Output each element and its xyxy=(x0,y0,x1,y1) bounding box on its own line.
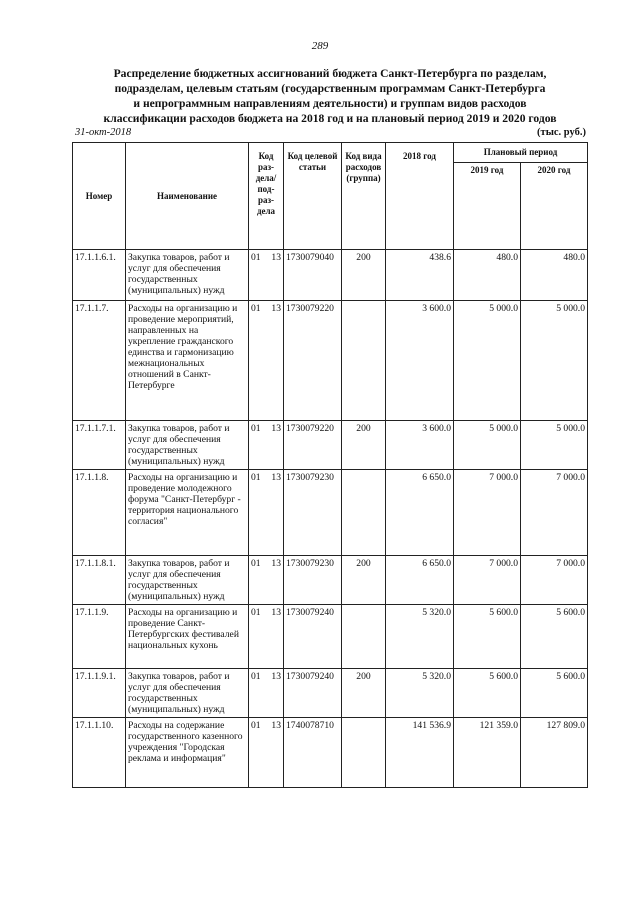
row-target-code: 1730079240 xyxy=(284,605,342,669)
table-row xyxy=(73,250,588,301)
row-section-code xyxy=(249,556,284,605)
row-value-2018: 141 536.9 xyxy=(386,718,454,788)
title-line: Распределение бюджетных ассигнований бюджета Санкт-Петербурга по разделам, xyxy=(113,67,547,80)
row-section-part: 01 xyxy=(251,303,261,314)
row-kind-code: 200 xyxy=(342,250,386,301)
row-number: 17.1.1.8.1. xyxy=(73,556,126,605)
table-row xyxy=(73,605,588,669)
header-plan-period: Плановый период xyxy=(454,143,588,163)
table-row xyxy=(73,669,588,718)
row-section-part: 01 xyxy=(251,423,261,434)
row-kind-code: 200 xyxy=(342,669,386,718)
row-name: Закупка товаров, работ и услуг для обеспечения государственных (муниципальных) нужд xyxy=(126,250,249,301)
document-title xyxy=(70,66,590,126)
row-name: Закупка товаров, работ и услуг для обеспечения государственных (муниципальных) нужд xyxy=(126,421,249,470)
row-kind-code xyxy=(342,718,386,788)
header-2020: 2020 год xyxy=(521,163,588,250)
header-kind-code: Код вида расходов (группа) xyxy=(342,143,386,250)
title-line: классификации расходов бюджета на 2018 год и на плановый период 2019 и 2020 годов xyxy=(103,112,557,125)
row-name: Расходы на организацию и проведение молодежного форума "Санкт-Петербург - территория национального согласия" xyxy=(126,470,249,556)
row-name: Расходы на содержание государственного казенного учреждения "Городская реклама и информация" xyxy=(126,718,249,788)
title-line: подразделам, целевым статьям (государственным программам Санкт-Петербурга xyxy=(114,82,546,95)
row-section-part: 01 xyxy=(251,720,261,731)
table-row xyxy=(73,470,588,556)
row-value-2020: 5 000.0 xyxy=(521,421,588,470)
row-name: Закупка товаров, работ и услуг для обеспечения государственных (муниципальных) нужд xyxy=(126,669,249,718)
row-section-part: 01 xyxy=(251,472,261,483)
row-number: 17.1.1.8. xyxy=(73,470,126,556)
row-subsection-code: 13 xyxy=(271,303,281,314)
row-target-code: 1730079230 xyxy=(284,556,342,605)
row-target-code: 1730079040 xyxy=(284,250,342,301)
header-2018: 2018 год xyxy=(386,143,454,250)
row-section-part: 01 xyxy=(251,607,261,618)
row-section-code xyxy=(249,669,284,718)
row-value-2019: 121 359.0 xyxy=(454,718,521,788)
row-kind-code xyxy=(342,301,386,421)
row-subsection-code: 13 xyxy=(271,558,281,569)
row-value-2019: 7 000.0 xyxy=(454,470,521,556)
row-section-part: 01 xyxy=(251,671,261,682)
budget-table xyxy=(72,142,588,788)
row-number: 17.1.1.9.1. xyxy=(73,669,126,718)
row-number: 17.1.1.10. xyxy=(73,718,126,788)
row-section-code xyxy=(249,421,284,470)
header-section-code: Код раз-дела/ под-раз-дела xyxy=(249,143,284,250)
row-value-2020: 7 000.0 xyxy=(521,556,588,605)
header-number: Номер xyxy=(73,143,126,250)
row-number: 17.1.1.9. xyxy=(73,605,126,669)
row-value-2018: 6 650.0 xyxy=(386,556,454,605)
units-label: (тыс. руб.) xyxy=(537,127,586,138)
row-value-2020: 5 600.0 xyxy=(521,669,588,718)
row-number: 17.1.1.7. xyxy=(73,301,126,421)
table-row xyxy=(73,556,588,605)
row-section-code xyxy=(249,301,284,421)
row-value-2018: 438.6 xyxy=(386,250,454,301)
row-value-2018: 6 650.0 xyxy=(386,470,454,556)
header-name: Наименование xyxy=(126,143,249,250)
row-value-2019: 5 000.0 xyxy=(454,421,521,470)
page-number: 289 xyxy=(311,40,329,52)
row-subsection-code: 13 xyxy=(271,252,281,263)
row-value-2018: 3 600.0 xyxy=(386,301,454,421)
row-value-2020: 7 000.0 xyxy=(521,470,588,556)
row-target-code: 1730079220 xyxy=(284,301,342,421)
row-subsection-code: 13 xyxy=(271,472,281,483)
row-value-2018: 3 600.0 xyxy=(386,421,454,470)
row-name: Закупка товаров, работ и услуг для обеспечения государственных (муниципальных) нужд xyxy=(126,556,249,605)
row-subsection-code: 13 xyxy=(271,720,281,731)
row-kind-code: 200 xyxy=(342,556,386,605)
row-target-code: 1730079220 xyxy=(284,421,342,470)
row-target-code: 1730079240 xyxy=(284,669,342,718)
header-target-code: Код целевой статьи xyxy=(284,143,342,250)
row-section-code xyxy=(249,718,284,788)
header-2019: 2019 год xyxy=(454,163,521,250)
row-value-2018: 5 320.0 xyxy=(386,669,454,718)
row-subsection-code: 13 xyxy=(271,607,281,618)
row-value-2018: 5 320.0 xyxy=(386,605,454,669)
title-line: и непрограммным направлениям деятельности) и группам видов расходов xyxy=(133,97,527,110)
table-row xyxy=(73,718,588,788)
row-section-code xyxy=(249,470,284,556)
document-date: 31-окт-2018 xyxy=(75,127,132,138)
row-name: Расходы на организацию и проведение Санкт-Петербургских фестивалей национальных кухонь xyxy=(126,605,249,669)
row-section-part: 01 xyxy=(251,558,261,569)
row-name: Расходы на организацию и проведение мероприятий, направленных на укрепление гражданского единства и гармонизацию межнациональных отношений в Санкт-Петербурге xyxy=(126,301,249,421)
row-number: 17.1.1.7.1. xyxy=(73,421,126,470)
row-kind-code xyxy=(342,605,386,669)
row-section-code xyxy=(249,250,284,301)
row-section-part: 01 xyxy=(251,252,261,263)
row-subsection-code: 13 xyxy=(271,671,281,682)
row-value-2019: 480.0 xyxy=(454,250,521,301)
row-value-2019: 5 600.0 xyxy=(454,669,521,718)
row-value-2019: 7 000.0 xyxy=(454,556,521,605)
row-value-2020: 480.0 xyxy=(521,250,588,301)
table-row xyxy=(73,421,588,470)
row-value-2020: 5 600.0 xyxy=(521,605,588,669)
row-section-code xyxy=(249,605,284,669)
table-row xyxy=(73,301,588,421)
row-value-2020: 5 000.0 xyxy=(521,301,588,421)
row-value-2019: 5 000.0 xyxy=(454,301,521,421)
row-target-code: 1740078710 xyxy=(284,718,342,788)
row-value-2019: 5 600.0 xyxy=(454,605,521,669)
row-subsection-code: 13 xyxy=(271,423,281,434)
row-target-code: 1730079230 xyxy=(284,470,342,556)
row-kind-code xyxy=(342,470,386,556)
row-number: 17.1.1.6.1. xyxy=(73,250,126,301)
row-kind-code: 200 xyxy=(342,421,386,470)
row-value-2020: 127 809.0 xyxy=(521,718,588,788)
